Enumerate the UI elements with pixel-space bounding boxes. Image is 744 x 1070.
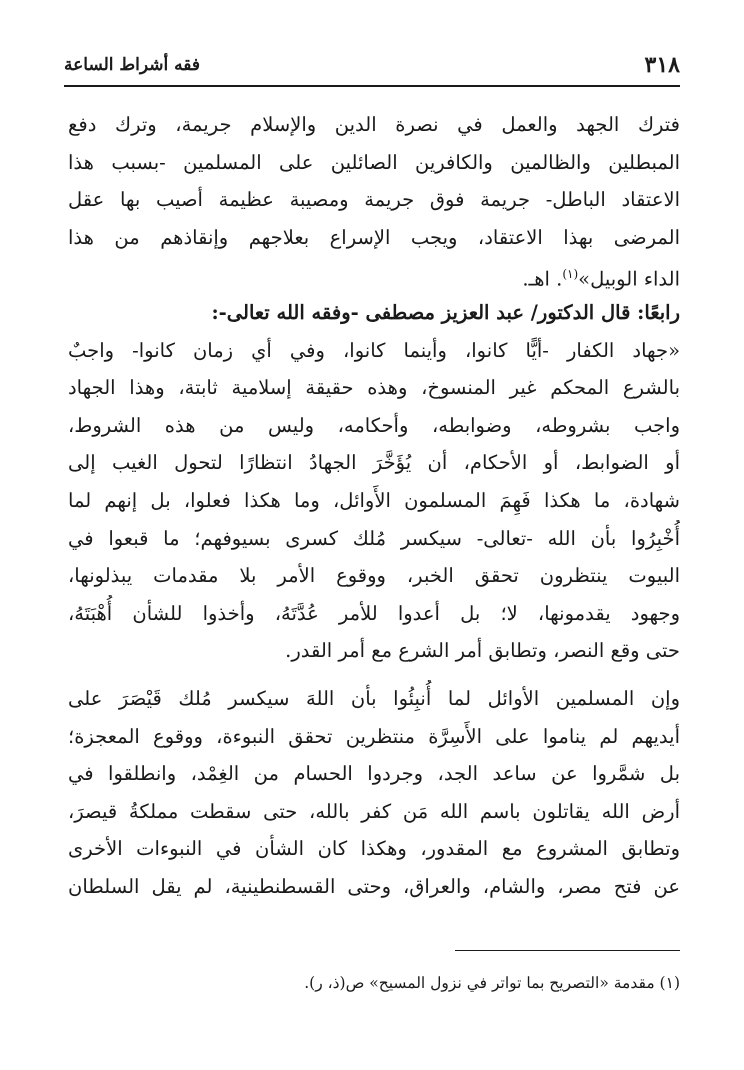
- text-line: أو الضوابط، أو الأحكام، أن يُؤَخَّرَ الجهادُ انتظارًا لتحول الغيب إلى: [68, 451, 680, 475]
- text-line: البيوت ينتظرون تحقق الخبر، ووقوع الأمر بلا مقدمات يبذلونها،: [68, 564, 680, 588]
- text-line: أيديهم لم يناموا على الأَسِرَّة منتظرين تحقق النبوءة، ووقوع المعجزة؛: [68, 724, 680, 748]
- page-number: ٣١٨: [644, 52, 680, 78]
- footnote-rule: [455, 950, 680, 951]
- text-fragment: الداء الوبيل»: [578, 267, 680, 291]
- paragraph-gap: [68, 670, 680, 680]
- text-line: المرضى بهذا الاعتقاد، ويجب الإسراع بعلاجهم وإنقاذهم من هذا: [68, 225, 680, 249]
- running-title: فقه أشراط الساعة: [64, 55, 200, 75]
- text-line: الاعتقاد الباطل- جريمة فوق جريمة ومصيبة عظيمة أصيب بها عقل: [68, 188, 680, 212]
- footnote-ref: (١): [562, 267, 579, 282]
- text-line: وإن المسلمين الأوائل لما أُنبِئُوا بأن اللهَ سيكسر مُلك قَيْصَرَ على: [68, 686, 680, 710]
- text-fragment: . اهـ.: [522, 267, 563, 291]
- section-heading: رابعًا: قال الدكتور/ عبد العزيز مصطفى -وفقه الله تعالى-:: [211, 300, 680, 324]
- text-line: وجهود يقدمونها، لا؛ بل أعدوا للأمر عُدَّتَهُ، وأخذوا للشأن أُهْبَتَهُ،: [68, 601, 680, 625]
- text-line: بل شمَّروا عن ساعد الجد، وجردوا الحسام من الغِمْد، وانطلقوا في: [68, 762, 680, 786]
- paragraph-1: [68, 106, 680, 294]
- header-rule: [64, 85, 680, 87]
- text-line: شهادة، ما هكذا فَهِمَ المسلمون الأَوائل، وما هكذا فعلوا، بل إنهم لما: [68, 488, 680, 512]
- text-line: فترك الجهد والعمل في نصرة الدين والإسلام جريمة، وترك دفع: [68, 113, 680, 136]
- text-line: عن فتح مصر، والشام، والعراق، وحتى القسطنطينية، لم يقل السلطان: [68, 874, 680, 898]
- text-line: حتى وقع النصر، وتطابق أمر الشرع مع أمر القدر.: [285, 639, 680, 663]
- text-line: أرض الله يقاتلون باسم الله مَن كفر بالله، حتى سقطت مملكةُ قيصرَ،: [68, 799, 680, 823]
- text-line: «جهاد الكفار -أيًّا كانوا، وأينما كانوا، وفي أي زمان كانوا- واجبٌ: [68, 338, 680, 362]
- paragraph-3: [68, 680, 680, 906]
- footnote: (١) مقدمة «التصريح بما تواتر في نزول المسيح» ص(ذ، ر).: [304, 974, 680, 992]
- text-line: أُخْبِرُوا بأن الله -تعالى- سيكسر مُلك كسرى بسيوفهم؛ ما قبعوا في: [68, 526, 680, 550]
- page-header: [64, 48, 680, 82]
- text-line: بالشرع المحكم غير المنسوخ، وهذه حقيقة إسلامية ثابتة، وهذا الجهاد: [68, 376, 680, 400]
- text-line: وتطابق المشروع مع المقدور، وهكذا كان الشأن في النبوءات الأخرى: [68, 837, 680, 861]
- text-line: المبطلين والظالمين والكافرين الصائلين على المسلمين -بسبب هذا: [68, 150, 680, 174]
- text-line: [68, 256, 680, 294]
- page-body: [68, 106, 680, 905]
- text-line: واجب بشروطه، وضوابطه، وأحكامه، وليس من هذه الشروط،: [68, 413, 680, 437]
- paragraph-2: [68, 332, 680, 670]
